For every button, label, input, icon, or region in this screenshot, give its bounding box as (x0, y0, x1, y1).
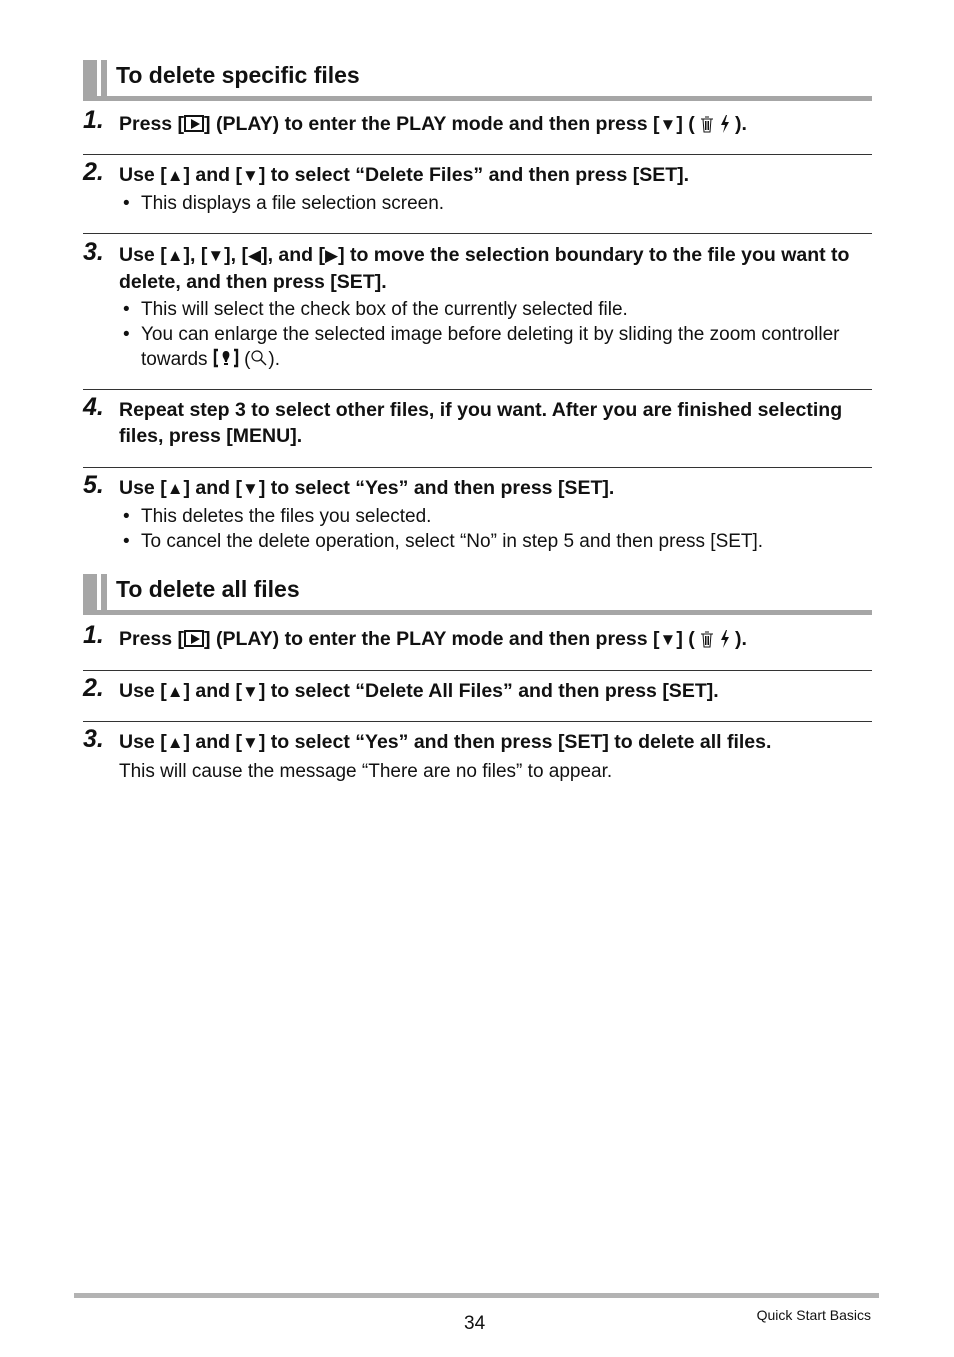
header-bar (101, 60, 107, 96)
text-part: ] and [ (183, 164, 243, 186)
step-text (119, 475, 872, 502)
text-part: Use [ (119, 731, 167, 753)
step-text (119, 678, 872, 705)
bullet-dot: • (123, 324, 130, 345)
down-arrow-icon: ▼ (242, 682, 259, 701)
bullet-text: This deletes the files you selected. (141, 506, 432, 527)
step-number: 1. (83, 106, 104, 134)
up-arrow-icon: ▲ (166, 479, 184, 498)
bullet-dot: • (123, 531, 130, 552)
step-1 (83, 106, 872, 154)
bullet-item (119, 191, 872, 216)
text-part: ] to select “Yes” and then press [SET]. (258, 477, 615, 499)
step-number: 3. (83, 238, 104, 266)
section-header-delete-all (83, 574, 872, 615)
text-part: Use [ (119, 680, 167, 702)
down-arrow-icon: ▼ (242, 733, 259, 752)
play-icon (184, 630, 204, 647)
trash-icon (700, 630, 714, 648)
magnifier-icon (250, 349, 268, 367)
text-part: ], and [ (261, 244, 325, 266)
bullet-dot: • (123, 506, 130, 527)
text-part: ], [ (183, 244, 208, 266)
step-text (119, 729, 872, 756)
bullet-item (119, 529, 872, 554)
bullet-list (119, 297, 872, 372)
bullet-item (119, 297, 872, 322)
bullet-text: ). (268, 349, 281, 370)
down-arrow-icon: ▼ (659, 115, 677, 134)
header-bar (83, 574, 97, 610)
step-text (119, 626, 872, 653)
step-1 (83, 621, 872, 669)
text-part: Use [ (119, 477, 167, 499)
text-part: Press [ (119, 113, 185, 135)
up-arrow-icon: ▲ (166, 246, 184, 265)
section-header-delete-specific (83, 60, 872, 101)
bullet-dot: • (123, 193, 130, 214)
bullet-text: ( (244, 349, 251, 370)
step-2 (83, 670, 872, 722)
text-part: Press [ (119, 628, 185, 650)
text-part: ] and [ (183, 477, 243, 499)
footer-label: Quick Start Basics (756, 1307, 871, 1323)
bullet-item (119, 504, 872, 529)
bullet-text: This displays a file selection screen. (141, 193, 445, 214)
text-part: ). (729, 113, 747, 135)
up-arrow-icon: ▲ (166, 166, 184, 185)
page-number: 34 (464, 1313, 486, 1334)
flash-icon (720, 115, 730, 133)
bullet-item (119, 322, 872, 372)
text-part: ] to select “Delete Files” and then press [SET]. (258, 164, 690, 186)
text-part: ] to select “Yes” and then press [SET] to delete all files. (258, 731, 772, 753)
step-number: 2. (83, 158, 104, 186)
bullet-dot: • (123, 299, 130, 320)
step-5 (83, 467, 872, 568)
down-arrow-icon: ▼ (659, 630, 677, 649)
header-bar (101, 574, 107, 610)
up-arrow-icon: ▲ (166, 733, 184, 752)
bullet-text: You can enlarge the selected image before deleting it by sliding the zoom controller towards (141, 324, 840, 370)
step-4 (83, 389, 872, 468)
section-title: To delete specific files (116, 62, 360, 88)
text-part: ] to select “Delete All Files” and then press [SET]. (258, 680, 719, 702)
left-arrow-icon: ◀ (248, 246, 262, 265)
step-text (119, 111, 872, 138)
step-number: 4. (83, 393, 104, 421)
right-arrow-icon: ▶ (325, 246, 339, 265)
zoom-telephoto-icon (213, 348, 239, 368)
text-part: ], [ (224, 244, 248, 266)
section-title: To delete all files (116, 576, 300, 602)
text-part: ] ( (676, 113, 701, 135)
text-part: ). (729, 628, 747, 650)
text-part: ] and [ (183, 680, 243, 702)
step-text: Repeat step 3 to select other files, if you want. After you are finished selecting files, press [MENU]. (119, 399, 843, 447)
up-arrow-icon: ▲ (166, 682, 184, 701)
text-part: ] (PLAY) to enter the PLAY mode and then press [ (204, 628, 660, 650)
step-3 (83, 721, 872, 792)
text-part: ] (PLAY) to enter the PLAY mode and then press [ (204, 113, 660, 135)
footer-rule (74, 1293, 879, 1298)
bullet-list (119, 504, 872, 554)
down-arrow-icon: ▼ (207, 246, 225, 265)
step-text (119, 242, 872, 295)
down-arrow-icon: ▼ (242, 479, 259, 498)
bullet-text: To cancel the delete operation, select “No” in step 5 and then press [SET]. (141, 531, 764, 552)
bullet-list (119, 191, 872, 216)
step-number: 3. (83, 725, 104, 753)
text-part: ] ( (676, 628, 701, 650)
text-part: Use [ (119, 244, 167, 266)
bullet-text: This will select the check box of the currently selected file. (141, 299, 628, 320)
header-bar (83, 60, 97, 96)
step-number: 5. (83, 471, 104, 499)
flash-icon (720, 630, 730, 648)
play-icon (184, 115, 204, 132)
text-part: ] to move the selection boundary to the file you want to delete, and then press [SET]. (119, 244, 850, 293)
text-part: Use [ (119, 164, 167, 186)
text-part: ] and [ (183, 731, 243, 753)
step-number: 1. (83, 621, 104, 649)
step-3 (83, 233, 872, 390)
trash-icon (700, 115, 714, 133)
down-arrow-icon: ▼ (242, 166, 259, 185)
step-note: This will cause the message “There are no files” to appear. (119, 761, 613, 782)
step-number: 2. (83, 674, 104, 702)
step-2 (83, 154, 872, 234)
step-text (119, 162, 872, 189)
